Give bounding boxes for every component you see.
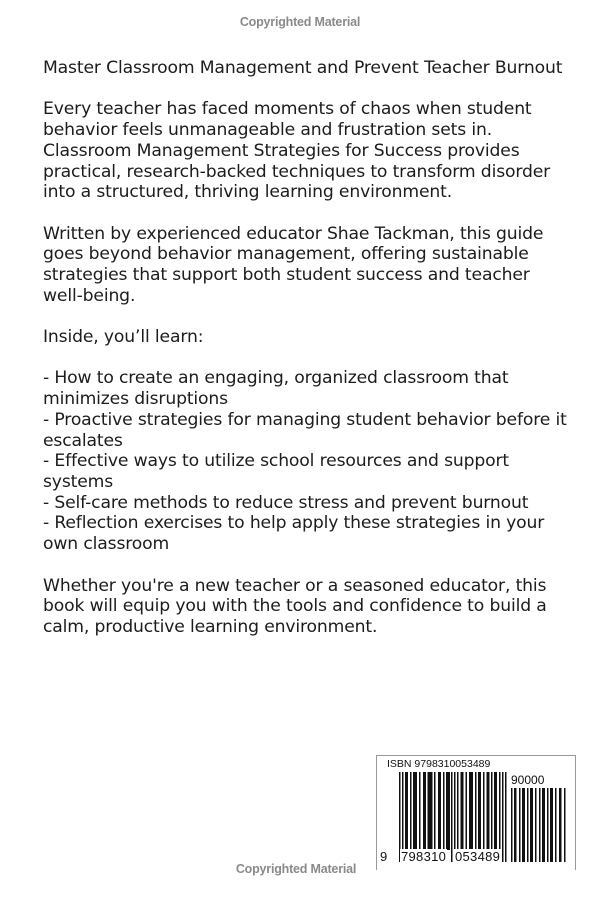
price-barcode-bars-icon [511, 788, 567, 862]
learning-points-list [43, 368, 573, 554]
back-cover-description [43, 58, 573, 658]
list-item: - Self-care methods to reduce stress and prevent burnout [43, 492, 529, 513]
headline: Master Classroom Management and Prevent Teacher Burnout [43, 58, 563, 78]
closing-paragraph: Whether you're a new teacher or a seasoned educator, this book will equip you with the tools and confidence to build a calm, productive learning environment. [43, 575, 547, 637]
list-item: - Reflection exercises to help apply these strategies in your own classroom [43, 513, 545, 555]
barcode-digit-group-right: 053489 [455, 849, 501, 864]
paragraph-intro: Every teacher has faced moments of chaos when student behavior feels unmanageable and frustration sets in. Classroom Management Strategies for Success provides practical, research-backed techniques to transform disorder into a structured, thriving learning environment. [43, 99, 551, 203]
isbn-barcode [376, 755, 576, 870]
barcode-digit-prefix: 9 [380, 849, 388, 864]
list-item: - Proactive strategies for managing student behavior before it escalates [43, 409, 567, 451]
barcode-digit-group-left: 798310 [401, 849, 447, 864]
price-code: 90000 [511, 773, 545, 787]
list-intro: Inside, you’ll learn: [43, 327, 204, 348]
list-item: - Effective ways to utilize school resources and support systems [43, 451, 510, 492]
list-item: - How to create an engaging, organized classroom that minimizes disruptions [43, 368, 509, 410]
paragraph-author: Written by experienced educator Shae Tackman, this guide goes beyond behavior management, offering sustainable strategies that support both student success and teacher well-being. [43, 223, 544, 306]
isbn-label: ISBN 9798310053489 [387, 758, 491, 770]
copyright-watermark-top: Copyrighted Material [239, 15, 361, 29]
copyright-watermark-bottom: Copyrighted Material [235, 862, 357, 876]
